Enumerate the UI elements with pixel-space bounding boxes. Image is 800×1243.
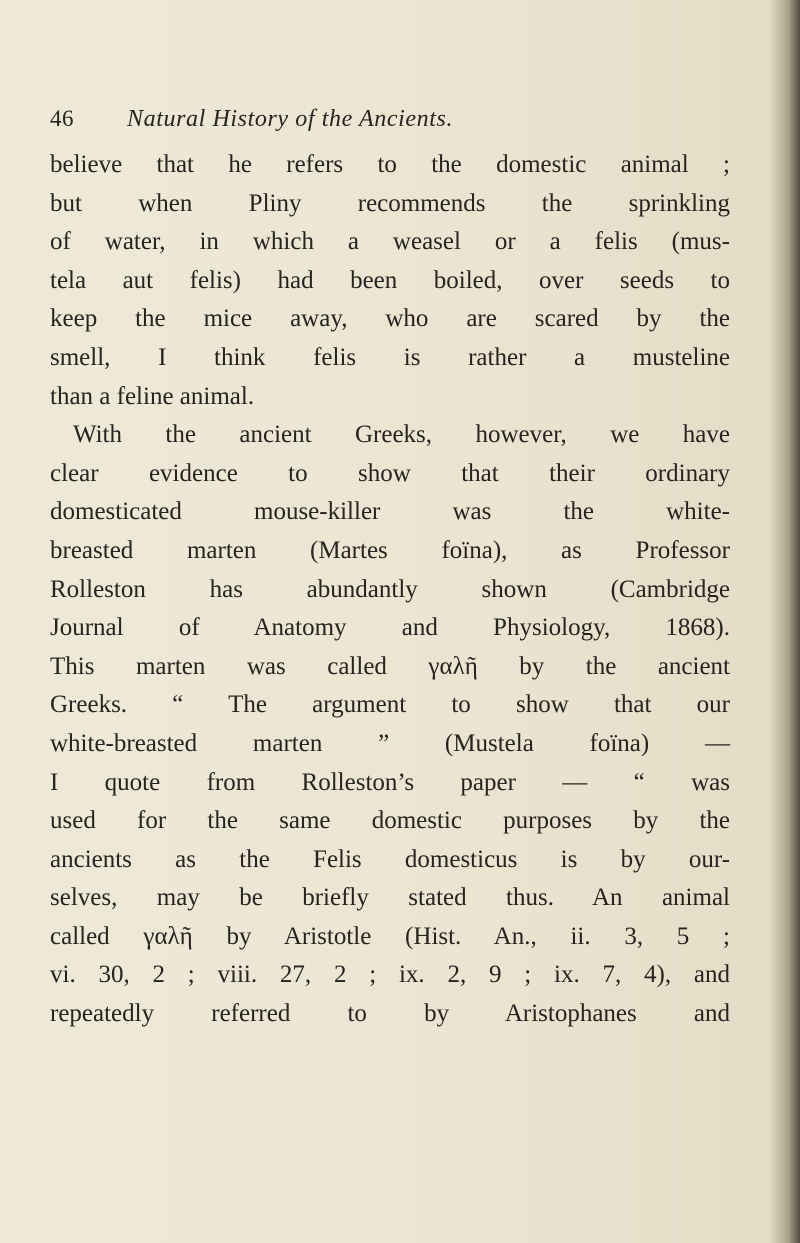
text-line: tela aut felis) had been boiled, over seeds to (50, 266, 730, 294)
running-title: Natural History of the Ancients. (127, 106, 454, 132)
text-line: Journal of Anatomy and Physiology, 1868). (50, 614, 730, 642)
text-line: of water, in which a weasel or a felis (mus- (50, 228, 730, 256)
text-line: keep the mice away, who are scared by the (50, 305, 730, 333)
text-line: than a feline animal. (50, 382, 255, 410)
text-line: called γαλῆ by Aristotle (Hist. An., ii. 3, 5 ; (50, 922, 730, 950)
body-text (50, 146, 730, 1034)
text-line: vi. 30, 2 ; viii. 27, 2 ; ix. 2, 9 ; ix. 7, 4), and (50, 961, 730, 989)
page-edge-shadow (770, 0, 800, 1243)
text-line: Rolleston has abundantly shown (Cambridge (50, 575, 730, 603)
text-line: This marten was called γαλῆ by the ancient (50, 652, 730, 680)
text-line: smell, I think felis is rather a musteline (50, 343, 730, 371)
text-line: used for the same domestic purposes by the (50, 807, 730, 835)
text-line: repeatedly referred to by Aristophanes and (50, 1000, 730, 1028)
text-line: I quote from Rolleston’s paper — “ was (50, 768, 730, 796)
page-header (50, 106, 690, 146)
text-line: With the ancient Greeks, however, we have (73, 421, 730, 449)
text-line: Greeks. “ The argument to show that our (50, 691, 730, 719)
text-line: ancients as the Felis domesticus is by our- (50, 845, 730, 873)
text-line: domesticated mouse-killer was the white- (50, 498, 730, 526)
text-line: believe that he refers to the domestic animal ; (50, 151, 730, 178)
text-line: clear evidence to show that their ordinary (50, 459, 730, 487)
text-line: but when Pliny recommends the sprinkling (50, 189, 730, 217)
text-line: selves, may be briefly stated thus. An animal (50, 884, 730, 912)
text-line: breasted marten (Martes foïna), as Professor (50, 536, 730, 564)
text-line: white-breasted marten ” (Mustela foïna) — (50, 729, 730, 757)
page-number: 46 (50, 106, 74, 131)
